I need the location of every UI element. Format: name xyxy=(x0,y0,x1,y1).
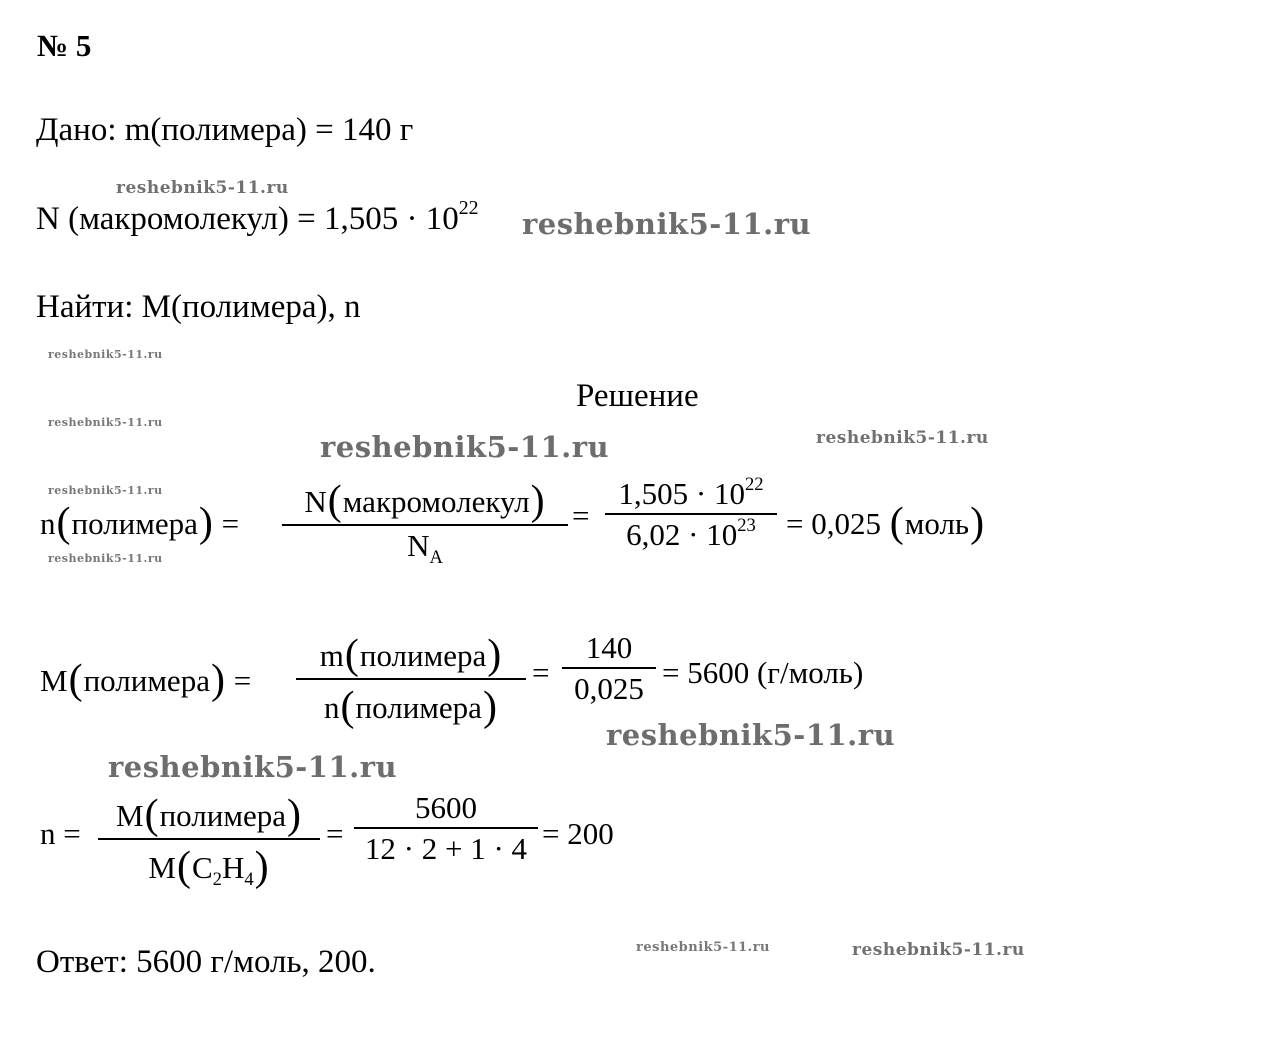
eq2-lhs: M(полимера) = xyxy=(40,657,252,703)
watermark: reshebnik5-11.ru xyxy=(48,348,163,361)
eq1-fraction-1: N(макромолекул) $N_A$ xyxy=(282,478,568,561)
eq3-result: = 200 xyxy=(542,816,614,851)
watermark: reshebnik5-11.ru xyxy=(852,940,1025,960)
eq2-result: = 5600 (г/моль) xyxy=(662,655,864,690)
watermark: reshebnik5-11.ru xyxy=(636,940,771,955)
watermark: reshebnik5-11.ru xyxy=(48,552,163,565)
eq3-equals: = xyxy=(326,816,344,851)
eq3-lhs: n = xyxy=(40,816,81,851)
watermark: reshebnik5-11.ru xyxy=(816,428,989,448)
eq1-fraction-2: $1,505 \cdot 10^{22}$ $6,02 \cdot 10^{23}$ xyxy=(605,478,777,550)
watermark: reshebnik5-11.ru xyxy=(116,178,289,198)
answer-line: Ответ: 5600 г/моль, 200. xyxy=(36,944,376,980)
watermark: reshebnik5-11.ru xyxy=(48,416,163,429)
watermark: reshebnik5-11.ru xyxy=(522,207,812,241)
eq3-fraction-2: 5600 12 · 2 + 1 · 4 xyxy=(354,792,538,864)
eq3-fraction-1: M(полимера) $M(C_2H_4)$ xyxy=(98,792,320,886)
watermark: reshebnik5-11.ru xyxy=(48,484,163,497)
solution-heading: Решение xyxy=(576,378,699,414)
watermark: reshebnik5-11.ru xyxy=(606,718,896,752)
given-mass: Дано: m(полимера) = 140 г xyxy=(36,112,414,148)
eq1-lhs: n(полимера) = xyxy=(40,500,240,546)
eq2-fraction-2: 140 0,025 xyxy=(562,632,656,704)
eq2-fraction-1: m(полимера) n(полимера) xyxy=(296,632,526,726)
eq1-equals: = xyxy=(572,498,590,533)
find-line: Найти: M(полимера), n xyxy=(36,289,361,325)
eq1-result: = 0,025 (моль) xyxy=(786,500,985,546)
watermark: reshebnik5-11.ru xyxy=(320,430,610,464)
eq2-equals: = xyxy=(532,655,550,690)
watermark: reshebnik5-11.ru xyxy=(108,750,398,784)
given-count: N (макромолекул) = $1,505 \cdot 10^{22}$ xyxy=(36,197,479,237)
problem-number: № 5 xyxy=(37,28,92,63)
